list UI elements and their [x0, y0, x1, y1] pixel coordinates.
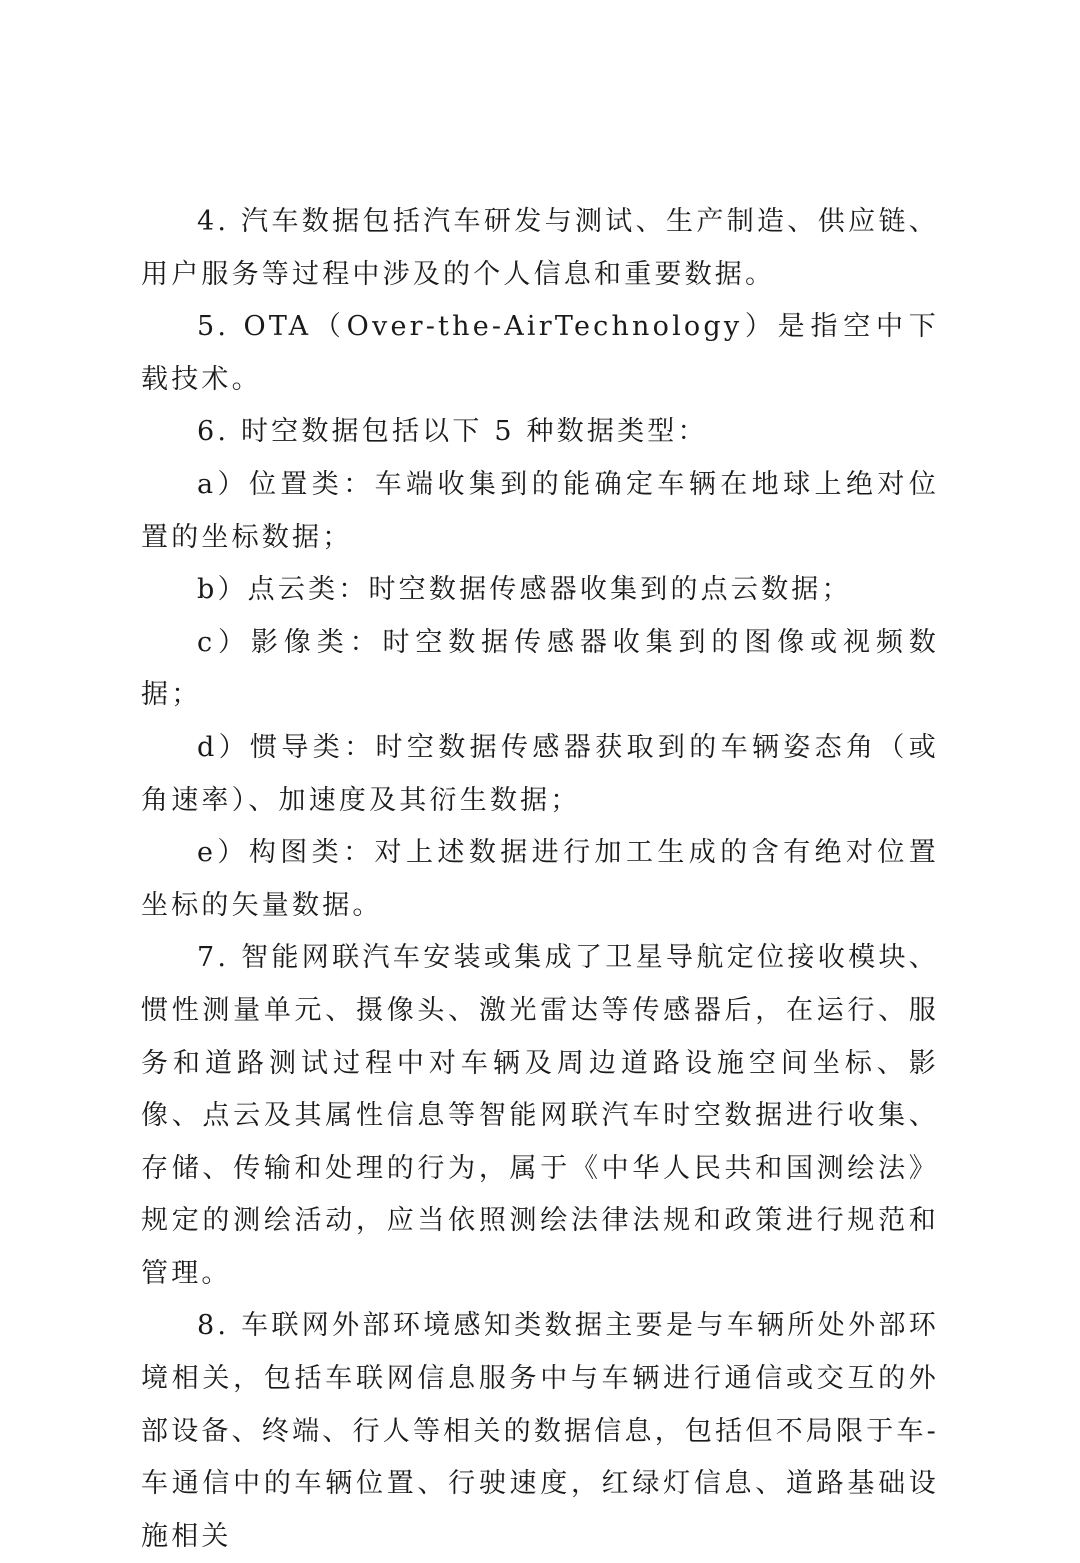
item-a-position: a）位置类：车端收集到的能确定车辆在地球上绝对位置的坐标数据；: [141, 468, 939, 553]
definition-7: 7. 智能网联汽车安装或集成了卫星导航定位接收模块、惯性测量单元、摄像头、激光雷达等传感器后，在运行、服务和道路测试过程中对车辆及周边道路设施空间坐标、影像、点云及其属性信息等智能网联汽车时空数据进行收集、存储、传输和处理的行为，属于《中华人民共和国测绘法》规定的测绘活动，应当依照测绘法律法规和政策进行规范和管理。: [141, 942, 939, 1289]
definition-6: 6. 时空数据包括以下 5 种数据类型：: [197, 416, 708, 448]
item-e-mapping: e）构图类：对上述数据进行加工生成的含有绝对位置坐标的矢量数据。: [141, 837, 939, 921]
definition-4: 4. 汽车数据包括汽车研发与测试、生产制造、供应链、用户服务等过程中涉及的个人信息和重要数据。: [141, 206, 939, 290]
item-b-point-cloud: b）点云类：时空数据传感器收集到的点云数据；: [197, 574, 852, 606]
item-c-imagery: c）影像类：时空数据传感器收集到的图像或视频数据；: [141, 626, 939, 711]
item-d-inertial: d）惯导类：时空数据传感器获取到的车辆姿态角（或角速率）、加速度及其衍生数据；: [141, 731, 939, 816]
document-page: [141, 196, 939, 1563]
definition-8: 8. 车联网外部环境感知类数据主要是与车辆所处外部环境相关，包括车联网信息服务中与车辆进行通信或交互的外部设备、终端、行人等相关的数据信息，包括但不局限于车-车通信中的车辆位置、行驶速度，红绿灯信息、道路基础设施相关: [141, 1310, 939, 1552]
definition-5: 5. OTA（Over-the-AirTechnology）是指空中下载技术。: [141, 311, 939, 395]
